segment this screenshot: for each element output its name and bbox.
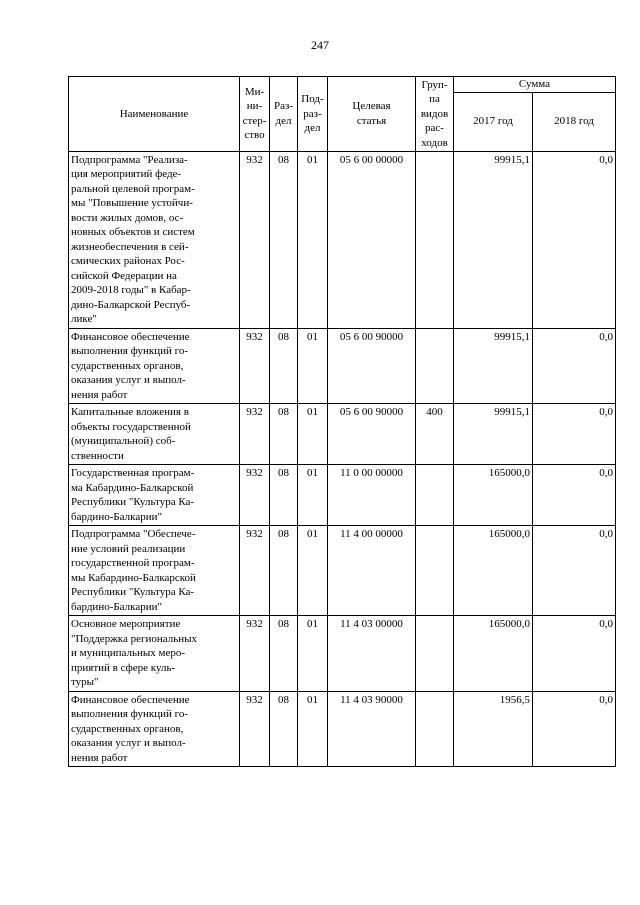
cell-name: Финансовое обеспечение выполнения функций го- сударственных органов, оказания услуг и выпол- нения работ xyxy=(69,691,240,767)
cell-target: 05 6 00 00000 xyxy=(328,151,416,328)
cell-ministry: 932 xyxy=(240,151,270,328)
cell-group xyxy=(416,151,454,328)
cell-ministry: 932 xyxy=(240,691,270,767)
table-row xyxy=(69,691,616,767)
cell-target: 05 6 00 90000 xyxy=(328,328,416,404)
cell-ministry: 932 xyxy=(240,616,270,692)
cell-y2017: 165000,0 xyxy=(454,526,533,616)
cell-y2017: 165000,0 xyxy=(454,465,533,526)
table-body xyxy=(69,151,616,767)
cell-ministry: 932 xyxy=(240,404,270,465)
cell-y2018: 0,0 xyxy=(533,328,616,404)
cell-target: 11 4 03 00000 xyxy=(328,616,416,692)
cell-subsection: 01 xyxy=(298,328,328,404)
header-group: Груп- па видов рас- ходов xyxy=(416,77,454,152)
header-2017: 2017 год xyxy=(454,92,533,151)
cell-name: Подпрограмма "Обеспече- ние условий реализации государственной програм- мы Кабардино-Балкарской Республики "Культура Ка- бардино-Балкарии" xyxy=(69,526,240,616)
cell-target: 11 4 00 00000 xyxy=(328,526,416,616)
header-section: Раз- дел xyxy=(270,77,298,152)
cell-y2018: 0,0 xyxy=(533,526,616,616)
table-row xyxy=(69,328,616,404)
cell-subsection: 01 xyxy=(298,465,328,526)
header-sum: Сумма xyxy=(454,77,616,93)
cell-subsection: 01 xyxy=(298,691,328,767)
cell-target: 05 6 00 90000 xyxy=(328,404,416,465)
table-row xyxy=(69,526,616,616)
cell-section: 08 xyxy=(270,616,298,692)
budget-table xyxy=(68,76,616,767)
cell-group xyxy=(416,526,454,616)
cell-group xyxy=(416,616,454,692)
cell-section: 08 xyxy=(270,404,298,465)
table-row xyxy=(69,151,616,328)
header-subsection: Под- раз- дел xyxy=(298,77,328,152)
cell-subsection: 01 xyxy=(298,526,328,616)
cell-y2018: 0,0 xyxy=(533,691,616,767)
cell-y2018: 0,0 xyxy=(533,404,616,465)
header-2018: 2018 год xyxy=(533,92,616,151)
cell-y2017: 99915,1 xyxy=(454,328,533,404)
cell-name: Государственная програм- ма Кабардино-Балкарской Республики "Культура Ка- бардино-Балкарии" xyxy=(69,465,240,526)
cell-subsection: 01 xyxy=(298,616,328,692)
cell-y2018: 0,0 xyxy=(533,616,616,692)
cell-target: 11 4 03 90000 xyxy=(328,691,416,767)
cell-name: Подпрограмма "Реализа- ция мероприятий феде- ральной целевой програм- мы "Повышение устойчи- вости жилых домов, ос- новных объектов и систем жизнеобеспечения в сей- смических районах Рос- сийской Федерации на 2009-2018 годы" в Кабар- дино-Балкарской Респуб- лике" xyxy=(69,151,240,328)
table-row xyxy=(69,465,616,526)
cell-section: 08 xyxy=(270,465,298,526)
header-name: Наименование xyxy=(69,77,240,152)
cell-name: Капитальные вложения в объекты государственной (муниципальной) соб- ственности xyxy=(69,404,240,465)
cell-ministry: 932 xyxy=(240,465,270,526)
cell-y2018: 0,0 xyxy=(533,151,616,328)
table-row xyxy=(69,616,616,692)
cell-name: Финансовое обеспечение выполнения функций го- сударственных органов, оказания услуг и выпол- нения работ xyxy=(69,328,240,404)
cell-section: 08 xyxy=(270,151,298,328)
cell-group xyxy=(416,465,454,526)
cell-y2018: 0,0 xyxy=(533,465,616,526)
cell-target: 11 0 00 00000 xyxy=(328,465,416,526)
cell-ministry: 932 xyxy=(240,526,270,616)
cell-group: 400 xyxy=(416,404,454,465)
cell-section: 08 xyxy=(270,328,298,404)
cell-y2017: 1956,5 xyxy=(454,691,533,767)
header-ministry: Ми- ни- стер- ство xyxy=(240,77,270,152)
cell-y2017: 99915,1 xyxy=(454,404,533,465)
cell-subsection: 01 xyxy=(298,404,328,465)
cell-group xyxy=(416,691,454,767)
cell-name: Основное мероприятие "Поддержка региональных и муниципальных меро- приятий в сфере куль- туры" xyxy=(69,616,240,692)
cell-section: 08 xyxy=(270,691,298,767)
cell-ministry: 932 xyxy=(240,328,270,404)
table-row xyxy=(69,404,616,465)
cell-section: 08 xyxy=(270,526,298,616)
page-number: 247 xyxy=(311,38,329,52)
cell-subsection: 01 xyxy=(298,151,328,328)
cell-y2017: 99915,1 xyxy=(454,151,533,328)
header-row xyxy=(69,77,616,93)
header-target: Целевая статья xyxy=(328,77,416,152)
cell-group xyxy=(416,328,454,404)
cell-y2017: 165000,0 xyxy=(454,616,533,692)
